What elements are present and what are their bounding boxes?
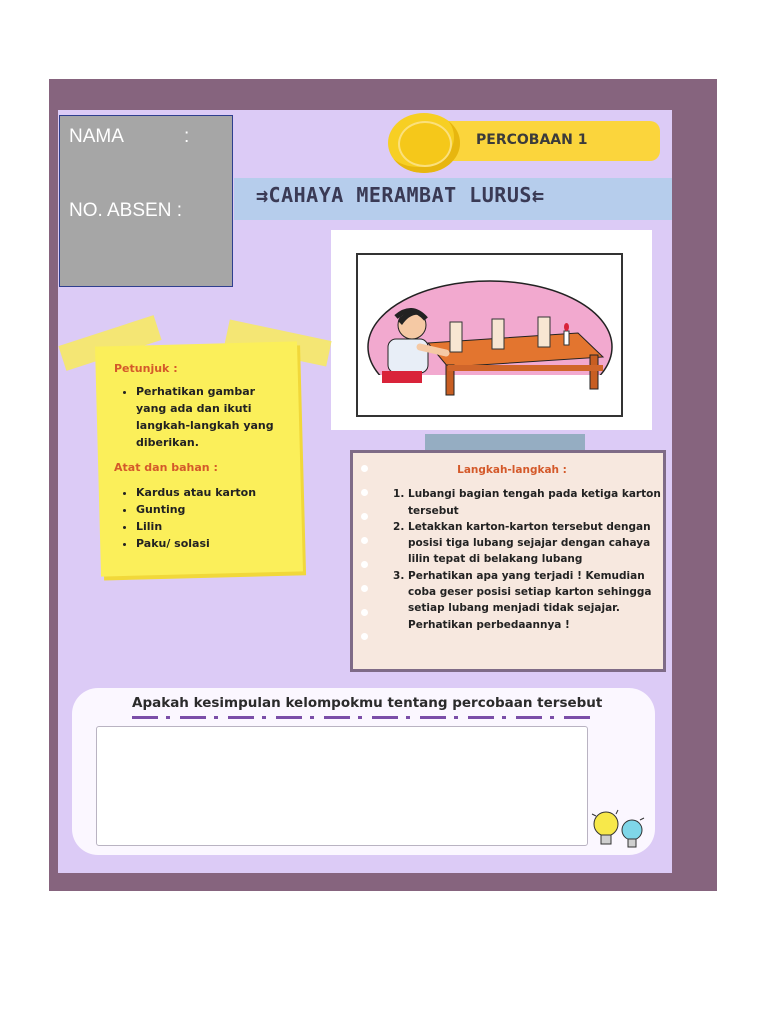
page-title: ⇉CAHAYA MERAMBAT LURUS⇇ (256, 183, 545, 207)
nama-label: NAMA (69, 126, 124, 147)
alat-item: • Paku/ solasi (136, 535, 304, 552)
langkah-item: 3. Perhatikan apa yang terjadi ! Kemudian coba geser posisi setiap karton sehingga setiap lubang menjadi tidak sejajar. Perhatikan perbedaannya ! (408, 568, 664, 633)
nama-colon: : (184, 126, 190, 147)
langkah-item: 1. Lubangi bagian tengah pada ketiga karton tersebut (408, 486, 664, 519)
petunjuk-heading: Petunjuk : (114, 362, 178, 375)
conclusion-question: Apakah kesimpulan kelompokmu tentang percobaan tersebut (132, 695, 603, 711)
student-info-box[interactable] (59, 115, 233, 287)
steps-text (380, 462, 664, 633)
instruction-text (114, 360, 304, 552)
lightbulb-icon (588, 806, 650, 850)
absen-label: NO. ABSEN : (69, 200, 182, 221)
langkah-item: 2. Letakkan karton-karton tersebut dengan posisi tiga lubang sejajar dengan cahaya lilin tepat di belakang lubang (408, 519, 664, 568)
langkah-heading: Langkah-langkah : (457, 464, 567, 476)
alat-item: • Kardus atau karton (136, 484, 304, 501)
illustration-frame (356, 253, 623, 417)
percobaan-label: PERCOBAAN 1 (476, 132, 588, 148)
alat-item: • Gunting (136, 501, 304, 518)
langkah-list (380, 486, 664, 633)
experiment-illustration (358, 255, 621, 415)
alat-list (114, 484, 304, 552)
petunjuk-list (114, 383, 286, 451)
alat-heading: Atat dan bahan : (114, 461, 218, 474)
dashed-underline (132, 716, 594, 719)
petunjuk-item: • Perhatikan gambar yang ada dan ikuti langkah-langkah yang diberikan. (136, 383, 286, 451)
notebook-holes (361, 465, 368, 657)
conclusion-answer-box[interactable] (96, 726, 588, 846)
coin-inner-icon (398, 121, 452, 167)
alat-item: • Lilin (136, 518, 304, 535)
